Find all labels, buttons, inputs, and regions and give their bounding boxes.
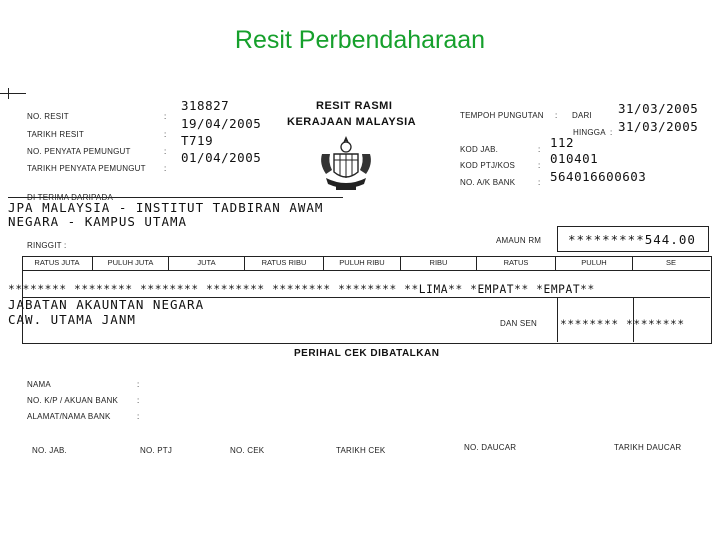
amaun-value: *********544.00 [568, 232, 696, 247]
column-header: PULUH JUTA [93, 256, 169, 270]
column-header: RIBU [401, 256, 477, 270]
receipt-heading: RESIT RASMI [316, 100, 393, 112]
colon: : [164, 112, 167, 121]
tarikh-resit-label: TARIKH RESIT [27, 130, 84, 139]
cancel-heading: PERIHAL CEK DIBATALKAN [294, 348, 440, 359]
alamat-bank-label: ALAMAT/NAMA BANK [27, 412, 111, 421]
corner-mark [0, 93, 26, 94]
tarikh-penyata-label: TARIKH PENYATA PEMUNGUT [27, 164, 146, 173]
payer-line-1: JPA MALAYSIA - INSTITUT TADBIRAN AWAM [8, 200, 324, 215]
payer-rule [8, 197, 343, 198]
column-header: JUTA [169, 256, 245, 270]
no-resit-label: NO. RESIT [27, 112, 69, 121]
sen-value: ******** ******** [560, 318, 685, 331]
no-ak-bank-label: NO. A/K BANK [460, 178, 516, 187]
dari-value: 31/03/2005 [618, 101, 699, 116]
tarikh-resit-value: 19/04/2005 [181, 116, 262, 131]
kod-ptj-label: KOD PTJ/KOS [460, 161, 516, 170]
tarikh-cek-label: TARIKH CEK [336, 446, 386, 455]
malaysia-coat-of-arms-icon [316, 132, 376, 194]
column-header: RATUS RIBU [245, 256, 324, 270]
column-header: PULUH [556, 256, 633, 270]
receipt-heading-sub: KERAJAAN MALAYSIA [287, 116, 417, 128]
colon: : [164, 130, 167, 139]
ringgit-label: RINGGIT : [27, 241, 67, 250]
dari-label: DARI [572, 111, 592, 120]
hingga-value: 31/03/2005 [618, 119, 699, 134]
tarikh-daucar-label: TARIKH DAUCAR [614, 443, 682, 452]
desc-line-1: JABATAN AKAUNTAN NEGARA [8, 297, 205, 312]
slide-title: Resit Perbendaharaan [234, 26, 486, 54]
column-header: PULUH RIBU [324, 256, 401, 270]
kod-jab-value: 112 [550, 135, 575, 150]
no-jab-label: NO. JAB. [32, 446, 67, 455]
colon: : [137, 412, 140, 421]
tempoh-label: TEMPOH PUNGUTAN [460, 111, 544, 120]
kod-jab-label: KOD JAB. [460, 145, 499, 154]
kod-ptj-value: 010401 [550, 151, 599, 166]
no-ptj-label: NO. PTJ [140, 446, 173, 455]
colon: : [538, 178, 541, 187]
sen-divider [557, 297, 558, 342]
amount-in-words: ******** ******** ******** ******** ******** ******** **LIMA** *EMPAT** *EMPAT** [8, 283, 595, 296]
no-daucar-label: NO. DAUCAR [464, 443, 517, 452]
column-header: RATUS JUTA [22, 256, 93, 270]
hingga-label: HINGGA [573, 128, 606, 137]
column-header: SE [665, 258, 676, 267]
no-resit-value: 318827 [181, 98, 230, 113]
colon: : [164, 147, 167, 156]
no-penyata-value: T719 [181, 133, 214, 148]
column-header: RATUS [477, 256, 556, 270]
colon: : [538, 161, 541, 170]
no-ak-bank-value: 564016600603 [550, 169, 647, 184]
column-header-row [22, 256, 710, 271]
no-cek-label: NO. CEK [230, 446, 265, 455]
payer-line-2: NEGARA - KAMPUS UTAMA [8, 214, 188, 229]
colon: : [137, 396, 140, 405]
tarikh-penyata-value: 01/04/2005 [181, 150, 262, 165]
no-penyata-label: NO. PENYATA PEMUNGUT [27, 147, 131, 156]
colon: : [538, 145, 541, 154]
desc-line-2: CAW. UTAMA JANM [8, 312, 136, 327]
nama-label: NAMA [27, 380, 51, 389]
colon: : [610, 128, 613, 137]
kp-akuan-label: NO. K/P / AKUAN BANK [27, 396, 118, 405]
corner-mark-vertical [8, 88, 9, 99]
colon: : [164, 164, 167, 173]
amaun-label: AMAUN RM [496, 236, 542, 245]
colon: : [555, 111, 558, 120]
colon: : [137, 380, 140, 389]
dan-sen-label: DAN SEN [500, 319, 537, 328]
